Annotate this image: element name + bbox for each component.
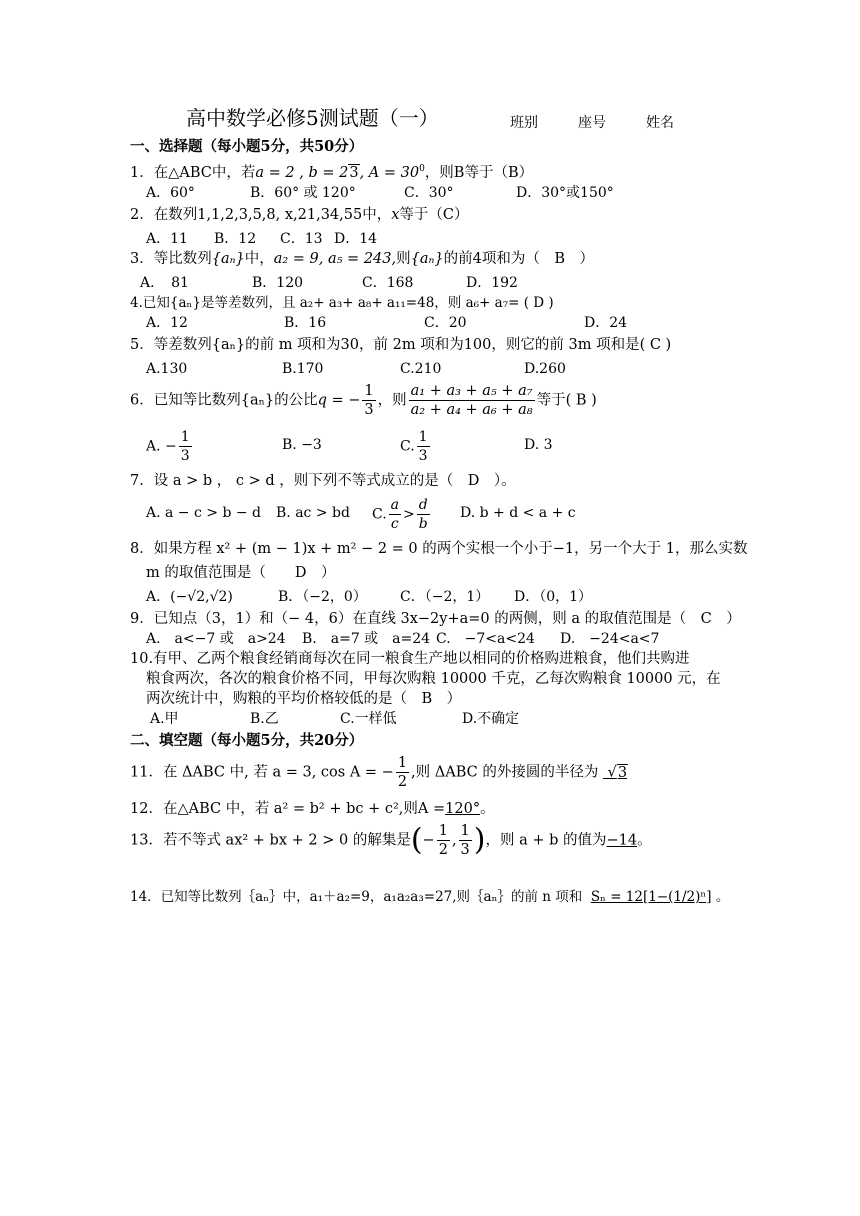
- answer-12: 120°: [445, 801, 481, 817]
- answer-11: √3: [602, 764, 628, 781]
- question-1: 1．在△ABC中，若a = 2 , b = 23, $A = 30^0$，则B等于（B）: [130, 164, 534, 181]
- option-a: A． 81: [140, 275, 189, 291]
- option-b: B. a=7 或 a=24: [302, 631, 431, 647]
- option-b: B．120: [252, 275, 304, 291]
- option-a: A．12: [146, 315, 188, 331]
- option-b: B. −3: [282, 437, 322, 453]
- question-12: 12．在△ABC 中，若 a² = b² + bc + c²,则A =120°。: [130, 801, 495, 817]
- question-4: 4.已知{aₙ}是等差数列，且 a₂+ a₃+ a₈+ a₁₁=48，则 a₆+ a₇= ( D ): [130, 295, 554, 311]
- question-8-line1: 8．如果方程 x² + (m − 1)x + m² − 2 = 0 的两个实根一个小于−1，另一个大于 1，那么实数: [130, 541, 748, 557]
- option-d: D.不确定: [462, 711, 520, 727]
- section-choice: 一、选择题（每小题5分，共50分）: [130, 138, 364, 155]
- question-3: 3．等比数列{aₙ}中，a₂ = 9, a₅ = 243,则{aₙ}的前4项和为（ B ）: [130, 251, 594, 267]
- option-d: D．24: [584, 315, 628, 331]
- option-d: D. −24<a<7: [560, 631, 660, 647]
- option-c: C．30°: [404, 185, 454, 201]
- option-c: C．20: [424, 315, 467, 331]
- option-a: A．(−√2,√2): [146, 589, 233, 605]
- option-c: C．168: [362, 275, 414, 291]
- option-b: B．（−2，0）: [278, 589, 367, 605]
- question-9: 9．已知点（3，1）和（− 4，6）在直线 3x−2y+a=0 的两侧，则 a 的取值范围是（ C ）: [130, 611, 741, 627]
- option-a: A. a<−7 或 a>24: [146, 631, 286, 647]
- question-2: 2．在数列1,1,2,3,5,8, x,21,34,55中，x等于（C）: [130, 207, 469, 223]
- class-label: 班别: [510, 115, 538, 131]
- question-6: 6．已知等比数列{aₙ}的公比q = − $\frac{1}{3}$ ，则 $\frac{\text{a₁ + a₃ + a₅ + a₇}}{\text{a₂ + a₄ + a₆ + a₈}}$ 等于( B ): [130, 383, 597, 418]
- option-d: D. 3: [524, 437, 553, 453]
- option-c: C.一样低: [340, 711, 397, 727]
- option-b: B．12: [214, 231, 257, 247]
- option-d: D.260: [524, 361, 566, 377]
- option-d: D．（0，1）: [514, 589, 593, 605]
- option-a: A.甲: [150, 711, 179, 727]
- question-10-line3: 两次统计中，购粮的平均价格较低的是（ B ）: [146, 691, 462, 707]
- answer-13: −14: [606, 832, 638, 849]
- option-c: C．13: [280, 231, 323, 247]
- question-10-line1: 10.有甲、乙两个粮食经销商每次在同一粮食生产地以相同的价格购进粮食，他们共购进: [130, 651, 690, 667]
- option-d: D. b + d < a + c: [460, 505, 576, 521]
- question-11: 11．在 ΔABC 中, 若 a = 3, cos A = − $\frac{1}{2}$ ,则 ΔABC 的外接圆的半径为 √3: [130, 755, 628, 790]
- option-d: D．192: [466, 275, 518, 291]
- exam-title: 高中数学必修5测试题（一）: [186, 106, 439, 130]
- option-b: B. ac > bd: [276, 505, 350, 521]
- option-d: D．14: [334, 231, 378, 247]
- answer-14: Sₙ = 12[1−(1/2)ⁿ]: [590, 889, 712, 905]
- option-d: D．30°或150°: [516, 185, 614, 201]
- option-a: A.130: [146, 361, 188, 377]
- question-14: 14．已知等比数列｛aₙ｝中，a₁＋a₂=9，a₁a₂a₃=27,则｛aₙ｝的前 n 项和 Sₙ = 12[1−(1/2)ⁿ] 。: [130, 889, 730, 905]
- question-13: 13．若不等式 ax² + bx + 2 > 0 的解集是(− $\frac{1}{2}$ , $\frac{1}{3}$ )，则 a + b 的值为−14。: [130, 822, 652, 858]
- option-c: C.210: [400, 361, 442, 377]
- question-10-line2: 粮食两次，各次的粮食价格不同，甲每次购粮 10000 千克，乙每次购粮食 10000 元，在: [146, 671, 721, 687]
- question-8-line2: m 的取值范围是（ D ）: [146, 565, 336, 581]
- seat-label: 座号: [578, 115, 606, 131]
- question-7: 7．设 a > b ， c > d ，则下列不等式成立的是（ D ）。: [130, 473, 516, 489]
- section-fill: 二、填空题（每小题5分，共20分）: [130, 732, 364, 749]
- option-a: A. − $\frac{1}{3}$: [146, 429, 190, 464]
- option-a: A．11: [146, 231, 188, 247]
- question-5: 5．等差数列{aₙ}的前 m 项和为30，前 2m 项和为100，则它的前 3m 项和是( C ): [130, 337, 672, 353]
- option-a: A. a − c > b − d: [146, 505, 262, 521]
- option-b: B.乙: [250, 711, 279, 727]
- name-label: 姓名: [646, 115, 674, 131]
- option-b: B．16: [284, 315, 327, 331]
- option-b: B．60° 或 120°: [250, 185, 356, 201]
- option-c: C. $\frac{a}{c}$ > $\frac{d}{b}$: [372, 497, 428, 532]
- option-c: C．（−2，1）: [400, 589, 490, 605]
- option-a: A．60°: [146, 185, 195, 201]
- option-c: C. −7<a<24: [436, 631, 535, 647]
- option-b: B.170: [282, 361, 324, 377]
- option-c: C. $\frac{1}{3}$: [400, 429, 428, 464]
